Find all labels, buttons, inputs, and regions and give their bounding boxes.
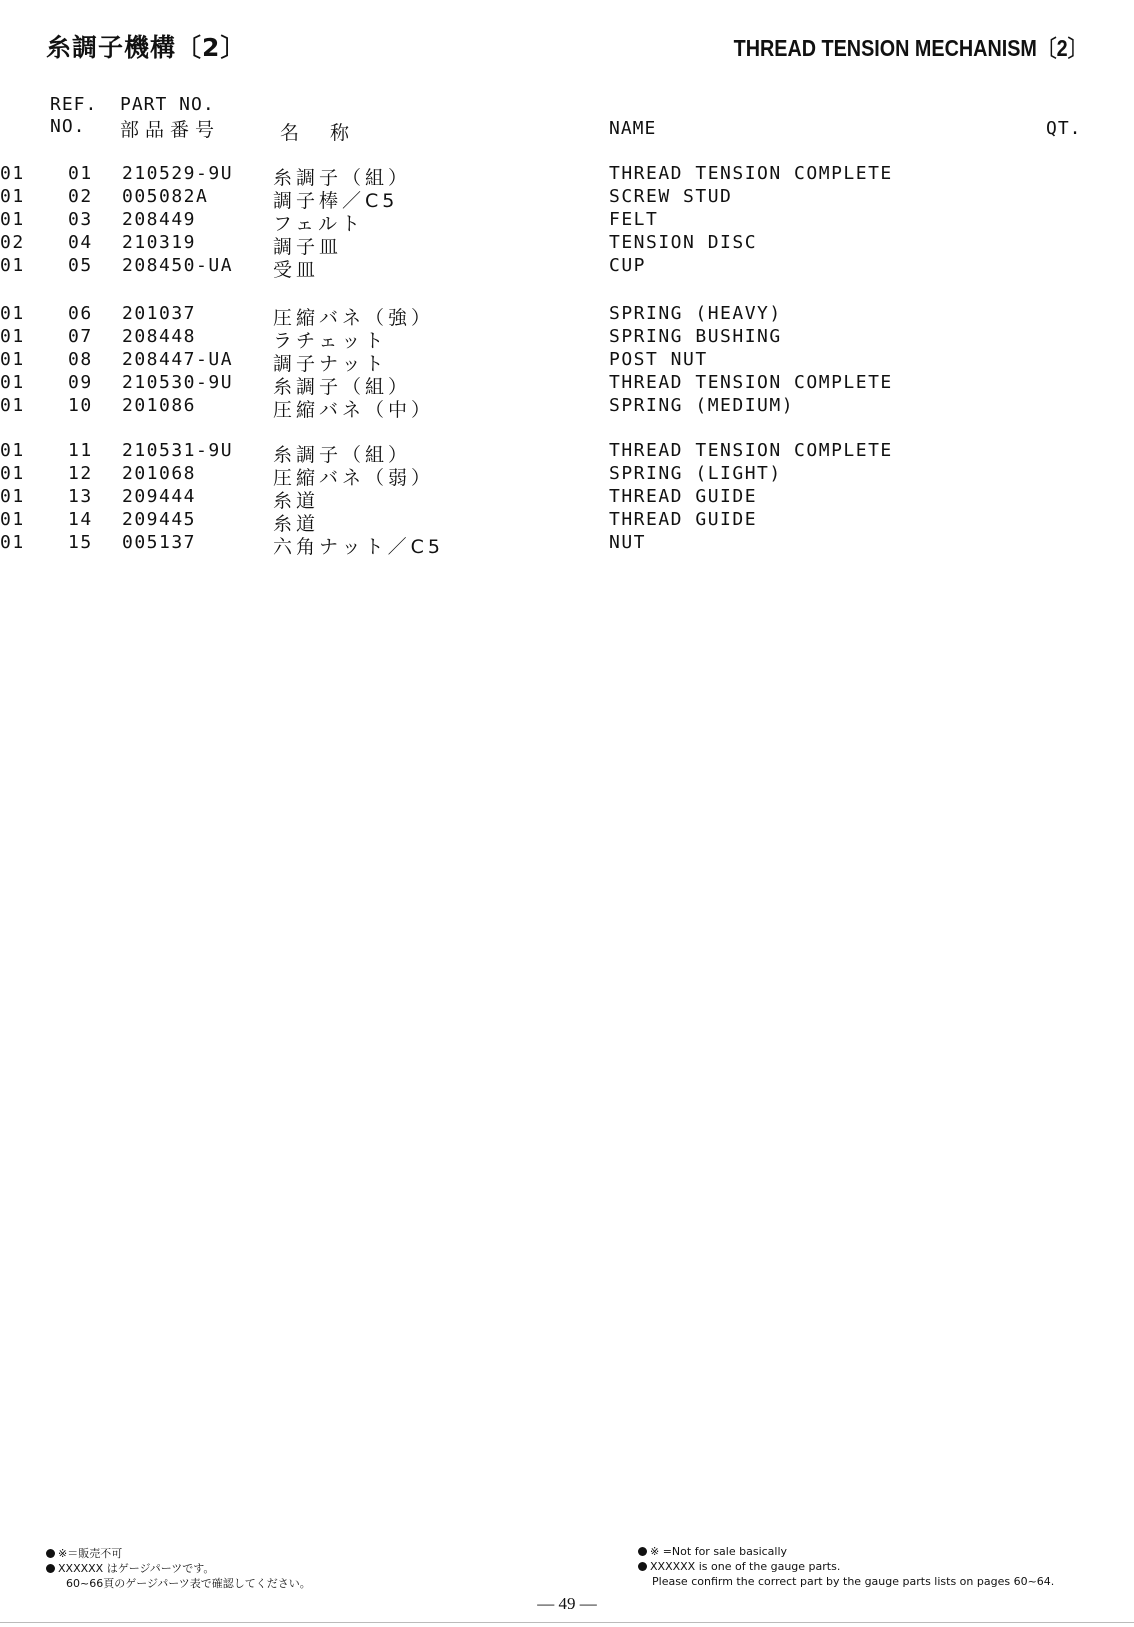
part-no: 209444 (122, 486, 197, 507)
name-jp: ラチェット (273, 330, 388, 352)
table-row (0, 186, 1134, 212)
name-jp: 六角ナット／C5 (273, 536, 444, 558)
name-en: TENSION DISC (609, 232, 758, 253)
table-row (0, 440, 1134, 466)
bullet-icon (46, 1564, 55, 1573)
name-en: NUT (609, 532, 647, 553)
bottom-divider (0, 1622, 1134, 1623)
name-jp: 圧縮バネ（中） (273, 399, 435, 421)
table-row (0, 303, 1134, 329)
part-no: 210530-9U (122, 372, 234, 393)
ref-no: 14 (68, 509, 93, 530)
quantity: 01 (0, 486, 25, 507)
quantity: 01 (0, 509, 25, 530)
quantity: 01 (0, 209, 25, 230)
part-no: 208448 (122, 326, 197, 347)
quantity: 01 (0, 349, 25, 370)
ref-no: 11 (68, 440, 93, 461)
col-name-jp: 名 称 (280, 122, 356, 144)
ref-no: 09 (68, 372, 93, 393)
table-row (0, 326, 1134, 352)
name-en: SPRING BUSHING (609, 326, 782, 347)
part-no: 208447-UA (122, 349, 234, 370)
table-row (0, 532, 1134, 558)
col-qty: QT. (1046, 118, 1082, 139)
ref-no: 02 (68, 186, 93, 207)
name-en: THREAD GUIDE (609, 509, 758, 530)
bullet-icon (638, 1547, 647, 1556)
part-no: 201037 (122, 303, 197, 324)
name-en: THREAD TENSION COMPLETE (609, 372, 893, 393)
ref-no: 05 (68, 255, 93, 276)
footer-note-en-3: Please confirm the correct part by the gauge parts lists on pages 60~64. (652, 1575, 1055, 1588)
ref-no: 03 (68, 209, 93, 230)
ref-no: 04 (68, 232, 93, 253)
quantity: 01 (0, 163, 25, 184)
name-jp: フェルト (273, 213, 365, 235)
name-jp: 糸道 (273, 490, 320, 512)
quantity: 01 (0, 186, 25, 207)
name-jp: 糸道 (273, 513, 320, 535)
col-part-line1: PART NO. (120, 94, 215, 115)
table-row (0, 486, 1134, 512)
part-no: 208450-UA (122, 255, 234, 276)
name-en: THREAD TENSION COMPLETE (609, 440, 893, 461)
quantity: 01 (0, 303, 25, 324)
quantity: 01 (0, 255, 25, 276)
col-part-line2: 部品番号 (120, 119, 221, 141)
footer-note-jp-1: ※＝販売不可 (46, 1545, 122, 1561)
name-en: SPRING (HEAVY) (609, 303, 782, 324)
table-row (0, 163, 1134, 189)
part-no: 209445 (122, 509, 197, 530)
ref-no: 06 (68, 303, 93, 324)
quantity: 01 (0, 372, 25, 393)
page-title-en: THREAD TENSION MECHANISM〔2〕 (733, 35, 1087, 61)
quantity: 02 (0, 232, 25, 253)
table-row (0, 232, 1134, 258)
name-jp: 調子ナット (273, 353, 388, 375)
col-name-en: NAME (609, 118, 657, 139)
name-jp: 受皿 (273, 259, 320, 281)
table-row (0, 463, 1134, 489)
name-en: SPRING (LIGHT) (609, 463, 782, 484)
ref-no: 07 (68, 326, 93, 347)
part-no: 210319 (122, 232, 197, 253)
ref-no: 08 (68, 349, 93, 370)
name-en: CUP (609, 255, 647, 276)
table-row (0, 509, 1134, 535)
part-no: 210531-9U (122, 440, 234, 461)
ref-no: 15 (68, 532, 93, 553)
quantity: 01 (0, 532, 25, 553)
name-en: THREAD TENSION COMPLETE (609, 163, 893, 184)
quantity: 01 (0, 395, 25, 416)
table-row (0, 372, 1134, 398)
part-no: 208449 (122, 209, 197, 230)
name-jp: 糸調子（組） (273, 167, 412, 189)
ref-no: 12 (68, 463, 93, 484)
part-no: 210529-9U (122, 163, 234, 184)
footer-note-en-2: XXXXXX is one of the gauge parts. (638, 1560, 840, 1573)
name-en: THREAD GUIDE (609, 486, 758, 507)
part-no: 005137 (122, 532, 197, 553)
bullet-icon (638, 1562, 647, 1571)
part-no: 005082A (122, 186, 209, 207)
footer-note-en-1: ※ =Not for sale basically (638, 1545, 787, 1558)
quantity: 01 (0, 463, 25, 484)
table-row (0, 349, 1134, 375)
quantity: 01 (0, 326, 25, 347)
quantity: 01 (0, 440, 25, 461)
name-jp: 糸調子（組） (273, 444, 412, 466)
name-jp: 調子棒／C5 (273, 190, 399, 212)
name-jp: 圧縮バネ（弱） (273, 467, 435, 489)
ref-no: 01 (68, 163, 93, 184)
col-ref-line1: REF. (50, 94, 98, 115)
col-ref-line2: NO. (50, 116, 86, 137)
bullet-icon (46, 1549, 55, 1558)
table-row (0, 209, 1134, 235)
name-en: POST NUT (609, 349, 708, 370)
page-number: — 49 — (537, 1594, 597, 1613)
name-en: SPRING (MEDIUM) (609, 395, 795, 416)
ref-no: 10 (68, 395, 93, 416)
footer-note-jp-2: XXXXXX はゲージパーツです。 (46, 1560, 214, 1576)
name-en: SCREW STUD (609, 186, 733, 207)
part-no: 201086 (122, 395, 197, 416)
name-jp: 圧縮バネ（強） (273, 307, 435, 329)
name-jp: 調子皿 (273, 236, 343, 258)
ref-no: 13 (68, 486, 93, 507)
table-row (0, 255, 1134, 281)
part-no: 201068 (122, 463, 197, 484)
name-en: FELT (609, 209, 659, 230)
name-jp: 糸調子（組） (273, 376, 412, 398)
table-row (0, 395, 1134, 421)
footer-note-jp-3: 60~66頁のゲージパーツ表で確認してください。 (66, 1577, 311, 1590)
page-title-jp: 糸調子機構〔2〕 (46, 33, 247, 62)
